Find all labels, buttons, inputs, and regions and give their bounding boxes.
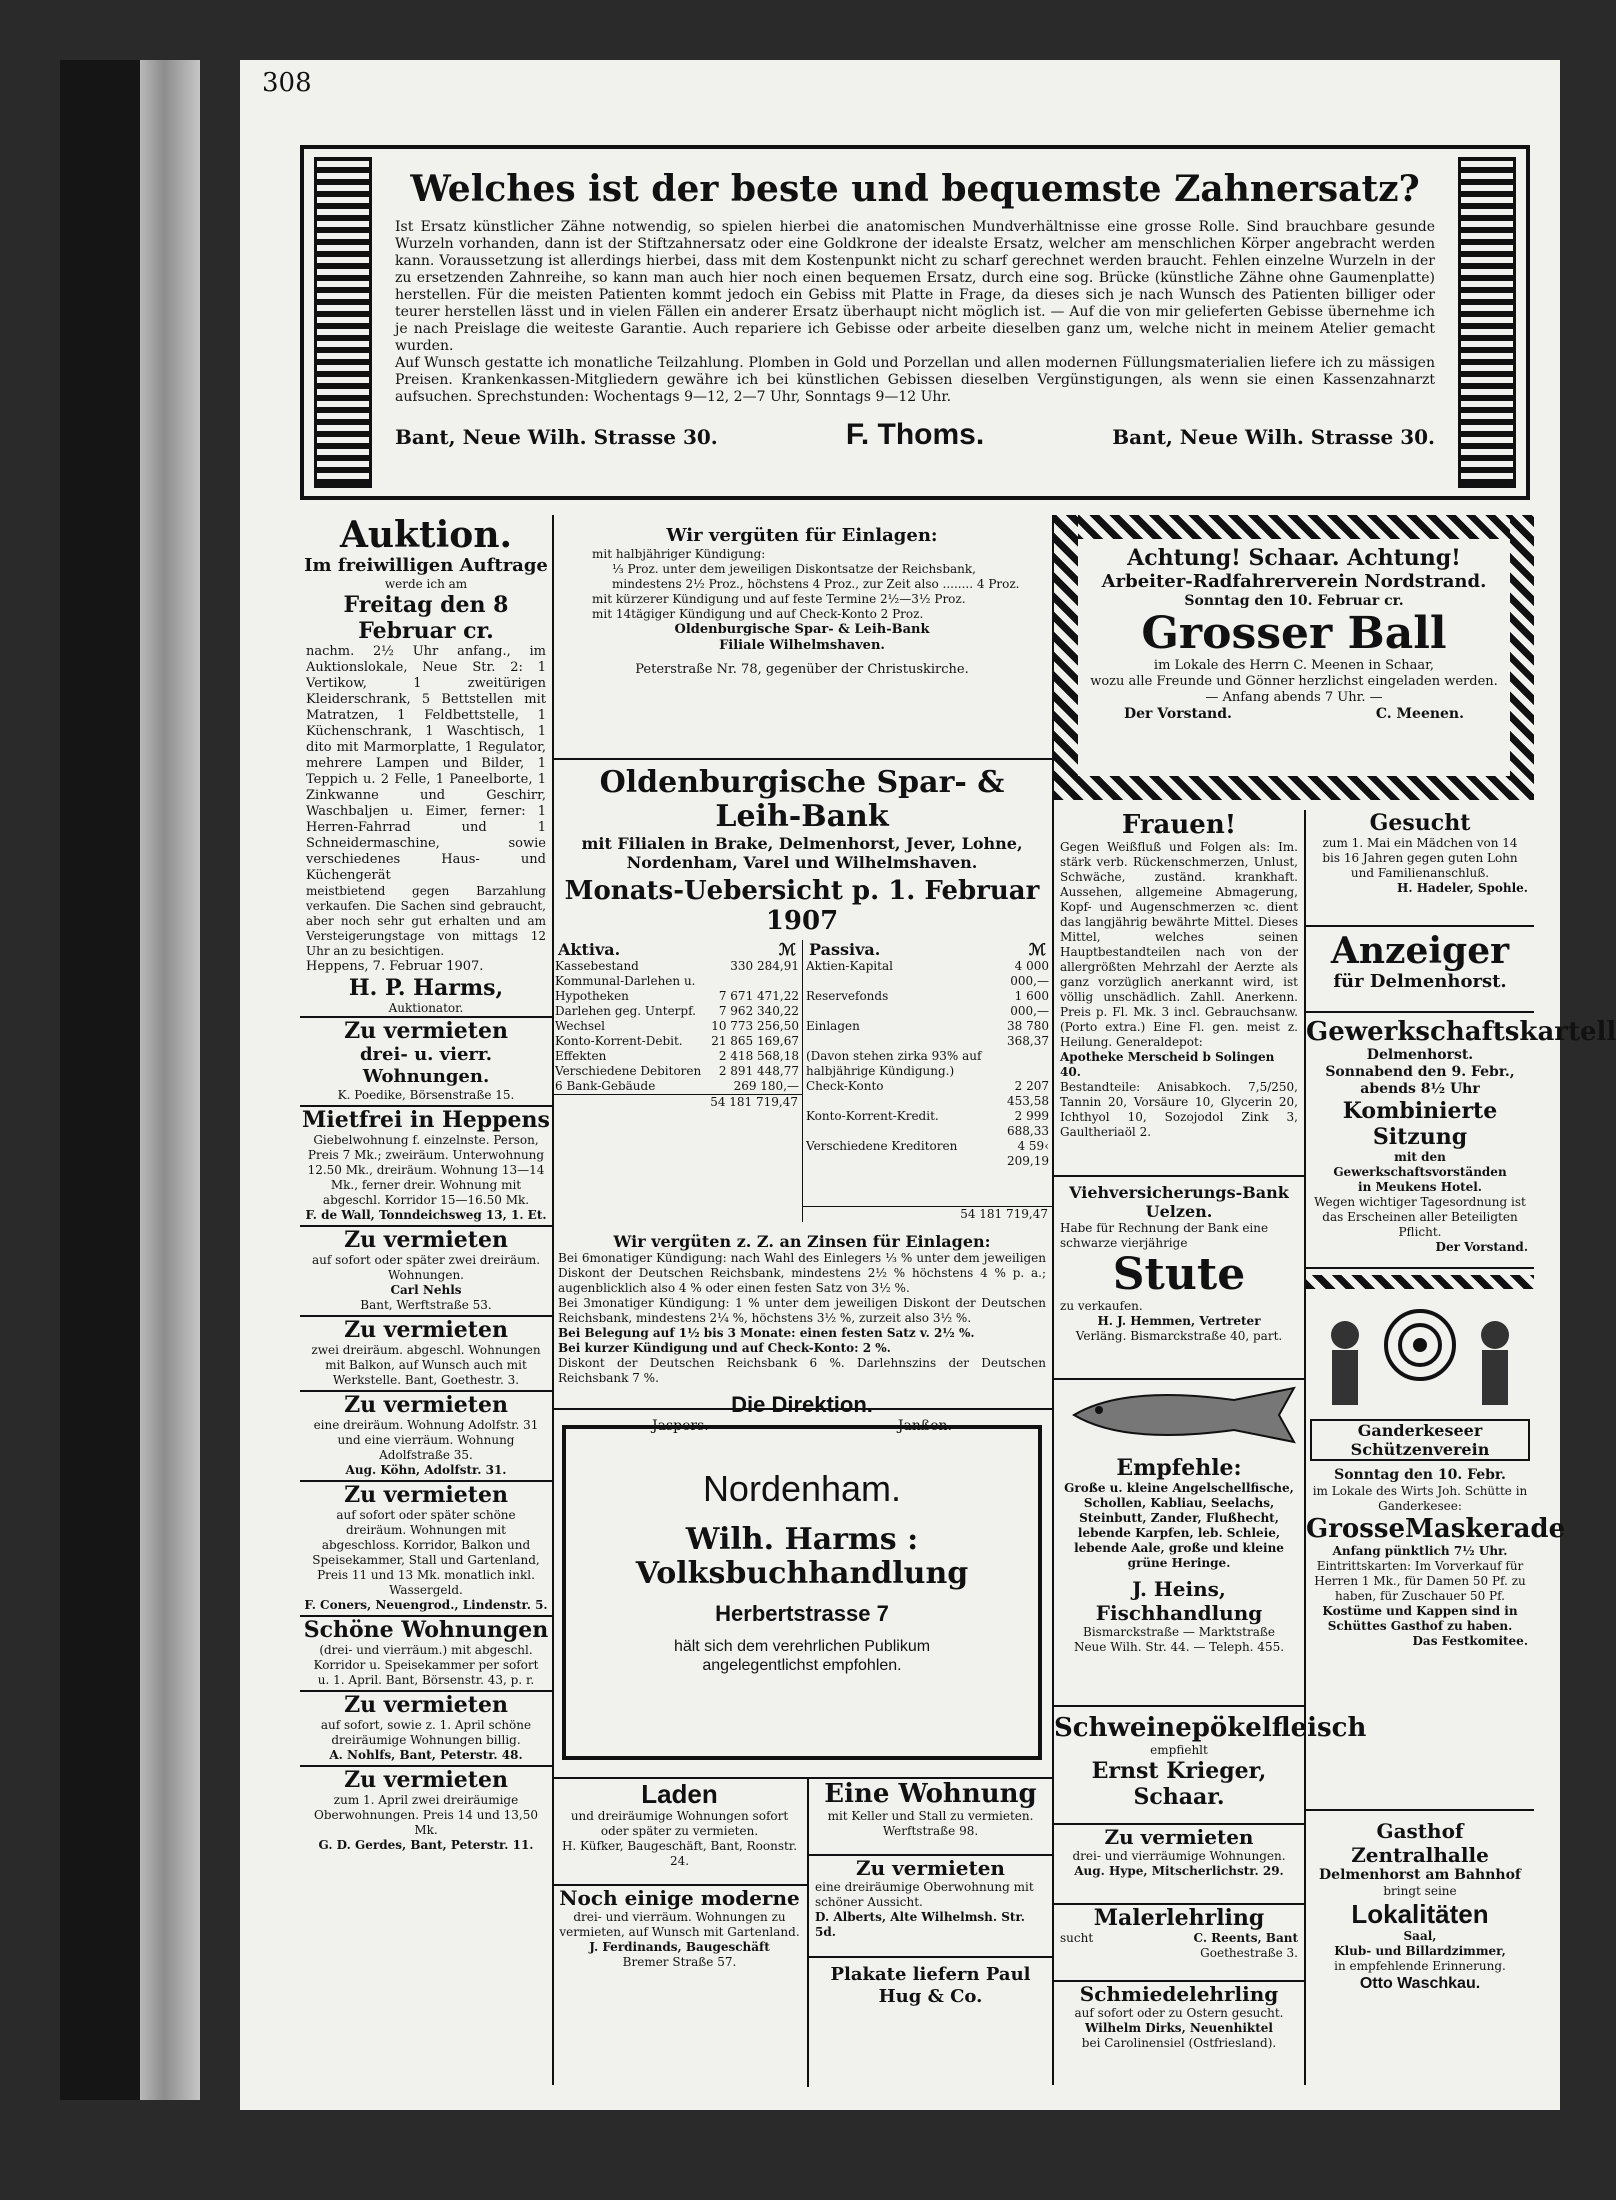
auktion-place-date: Heppens, 7. Februar 1907. <box>306 959 484 974</box>
pokel-name: Ernst Krieger, Schaar. <box>1091 1758 1267 1810</box>
aktiva-total: 54 181 719,47 <box>552 1094 802 1110</box>
auktion-title: Auktion. <box>339 514 513 556</box>
auktion-line1: Im freiwilligen Auftrage <box>304 555 548 576</box>
vermieten-r-text: drei- und vierräumige Wohnungen. <box>1072 1849 1286 1863</box>
auktion-body2: meistbietend gegen Barzahlung verkaufen. Die Sachen sind gebraucht, aber noch sehr gut erhalten und am Versteigerungstage von mittags 12 Uhr an zu besichtigen. <box>306 884 546 958</box>
zahnersatz-body: Ist Ersatz künstlicher Zähne notwendig, so spielen hierbei die anatomischen Mundverhältnisse eine grosse Rolle. Sind brauchbare gesunde Wurzeln vorhanden, dann ist der Stiftzahnersatz oder eine Goldkrone der idealste Ersatz, welcher am menschlichen Körper angebracht werden kann. Voraussetzung ist allerdings hierbei, dass mit dem Kostenpunkt nicht zu scharf gerechnet werden braucht. Fehlen einzelne Wurzeln in der zu ersetzenden Zahnreihe, so kann man auch hier noch einen bequemen Ersatz, durch eine sog. Brücke (künstliche Zähne ohne Gaumenplatte) herstellen. Für die meisten Patienten kommt jedoch ein Gebiss mit Platte in Frage, da dieses sich je nach Wunsch des Patienten billiger oder teurer herstellen lässt und in vielen Fällen ein anderer Ersatz überhaupt nicht möglich ist. — Auf die von mir gelieferten Gebisse übernehme ich je nach Preislage die weiteste Garantie. Auch repariere ich Gebisse oder arbeite dieselben ganz um, welche nicht in meinem Atelier gemacht wurden. <box>395 219 1435 354</box>
leihbank-sub: mit Filialen in Brake, Delmenhorst, Jever, Lohne, Nordenham, Varel und Wilhelmshaven. <box>581 834 1023 872</box>
laden-text: und dreiräumige Wohnungen sofort oder später zu vermieten. <box>570 1809 789 1838</box>
ornament-right <box>1458 157 1516 488</box>
gasthof-sub: Delmenhorst am Bahnhof <box>1319 1867 1521 1883</box>
aktiva-value: 2 891 448,77 <box>718 1064 799 1078</box>
left-ad-title: Zu vermieten <box>344 1392 508 1418</box>
left-ad-sign: G. D. Gerdes, Bant, Peterstr. 11. <box>318 1838 534 1852</box>
left-ad <box>300 1615 552 1690</box>
schmied-sign: Wilhelm Dirks, Neuenhiktel <box>1085 2021 1273 2035</box>
nordenham-shop: Wilh. Harms : Volksbuchhandlung <box>635 1522 969 1591</box>
left-ad-text: eine dreiräum. Wohnung Adolfstr. 31 und eine vierräum. Wohnung Adolfstraße 35. <box>313 1418 539 1462</box>
ball-club: Arbeiter-Radfahrerverein Nordstrand. <box>1101 571 1487 592</box>
auktion-ad <box>300 515 552 1016</box>
vieh-title: Viehversicherungs-Bank Uelzen. <box>1069 1183 1289 1221</box>
vieh-text: Habe für Rechnung der Bank eine schwarze vierjährige <box>1060 1221 1269 1250</box>
schuetzen-date: Sonntag den 10. Febr. <box>1334 1467 1506 1483</box>
aktiva-table <box>552 959 802 1094</box>
passiva-value: 4 59‹ 209,19 <box>1007 1139 1049 1168</box>
gewerk-sign: Der Vorstand. <box>1435 1240 1528 1254</box>
zahnersatz-body2: Auf Wunsch gestatte ich monatliche Teilzahlung. Plomben in Gold und Porzellan und allen modernen Füllungsmaterialien liefere ich zu mässigen Preisen. Krankenkassen-Mitgliedern gewähre ich bei künstlichen Gebissen dieselben Vergünstigungen, als wenn sie einen Kassenzahnarzt aufsuchen. Sprechstunden: Wochentags 9—12, 2—7 Uhr, Sonntags 9—12 Uhr. <box>395 355 1435 405</box>
fish-icon <box>1064 1380 1314 1450</box>
left-ad-text: Giebelwohnung f. einzelnste. Person, Preis 7 Mk.; zweiräum. Unterwohnung 12.50 Mk., dreiräum. Wohnung 13—14 Mk., ferner dreir. Wohnung mit abgeschl. Korridor 15—16.50 Mk. <box>307 1133 545 1207</box>
zinsen-3: Bei Belegung auf 1½ bis 3 Monate: einen festen Satz v. 2½ %. <box>558 1326 975 1340</box>
fisch-addr2: Neue Wilh. Str. 44. — Teleph. 455. <box>1073 1640 1285 1654</box>
fisch-shop: J. Heins, Fischhandlung <box>1095 1577 1263 1625</box>
maler-ad <box>1054 1905 1304 1982</box>
vieh-ad <box>1054 1183 1304 1380</box>
maler-text: sucht <box>1060 1931 1094 1945</box>
passiva-value: 1 600 000,— <box>1010 989 1049 1018</box>
plakate-ad: Plakate liefern Paul Hug & Co. <box>830 1964 1031 2007</box>
right-column <box>1054 515 1616 2085</box>
moderne-ad <box>552 1886 807 1970</box>
page-edges <box>140 60 200 2100</box>
left-ad-text: (drei- und vierräum.) mit abgeschl. Korridor u. Speisekammer per sofort u. 1. April. Bant, Börsenstr. 43, p. r. <box>313 1643 539 1687</box>
schuetzen-maskerade: GrosseMaskerade <box>1306 1514 1566 1544</box>
gesucht-ad <box>1306 810 1534 927</box>
auktion-date: Freitag den 8 Februar cr. <box>343 592 509 644</box>
schuetzen-l3: Eintrittskarten: Im Vorverkauf für Herren 1 Mk., für Damen 50 Pf. zu haben, für Zuschauer 50 Pf. <box>1314 1559 1526 1603</box>
passiva-value: 38 780 368,37 <box>1007 1019 1049 1048</box>
zahnersatz-headline: Welches ist der beste und bequemste Zahnersatz? <box>410 168 1420 210</box>
direktion: Die Direktion. <box>731 1392 873 1417</box>
aktiva-row <box>552 1034 802 1049</box>
zinsen-2: Bei 3monatiger Kündigung: 1 % unter dem jeweiligen Diskont der Deutschen Reichsbank, mindestens 2¼ %, höchstens 3½ %, zurzeit also 3½ %. <box>558 1296 1046 1325</box>
maler-title: Malerlehrling <box>1093 1905 1265 1931</box>
anzeiger-title: Anzeiger <box>1330 930 1510 972</box>
moderne-title: Noch einige moderne <box>559 1886 800 1910</box>
zinsen-5: Diskont der Deutschen Reichsbank 6 %. Darlehnszins der Deutschen Reichsbank 7 %. <box>558 1356 1046 1385</box>
ball-title: Grosser Ball <box>1141 608 1447 659</box>
maler-sign2: Goethestraße 3. <box>1200 1946 1298 1960</box>
passiva-label: Einlagen <box>806 1019 860 1033</box>
gewerk-ad <box>1306 1017 1616 1269</box>
aktiva-row <box>552 989 802 1004</box>
auktion-name: H. P. Harms, <box>348 975 504 1001</box>
gasthof-l2: Klub- und Billardzimmer, <box>1334 1944 1506 1958</box>
passiva-total: 54 181 719,47 <box>803 1206 1052 1222</box>
wohnung-title: Eine Wohnung <box>824 1779 1037 1809</box>
gasthof-title: Gasthof Zentralhalle <box>1351 1819 1489 1867</box>
zahnersatz-address-right: Bant, Neue Wilh. Strasse 30. <box>1112 425 1435 449</box>
passiva-row <box>803 989 1052 1019</box>
sig-janssen: Janßen. <box>897 1418 952 1434</box>
gewerk-city: Delmenhorst. <box>1366 1047 1474 1063</box>
nordenham-l2: angelegentlichst empfohlen. <box>702 1657 902 1674</box>
ball-l2: wozu alle Freunde und Gönner herzlichst eingeladen werden. <box>1090 674 1498 689</box>
left-ad <box>300 1315 552 1390</box>
ball-date: Sonntag den 10. Februar cr. <box>1184 593 1404 609</box>
gewerk-date: Sonnabend den 9. Febr., abends 8½ Uhr <box>1325 1064 1515 1097</box>
schuetzen-ad <box>1306 1269 1566 1811</box>
gasthof-t3: bringt seine <box>1383 1884 1457 1898</box>
einlagen-l4: mit 14tägiger Kündigung und auf Check-Konto 2 Proz. <box>592 607 924 621</box>
left-ad-text: auf sofort oder später zwei dreiräum. Wohnungen. <box>311 1253 541 1282</box>
passiva-label: Reservefonds <box>806 989 889 1003</box>
left-ad <box>300 1690 552 1765</box>
leihbank-monthly: Monats-Uebersicht p. 1. Februar 1907 <box>564 876 1040 936</box>
left-ad <box>300 1105 552 1225</box>
aktiva-value: 7 671 471,22 <box>718 989 799 1003</box>
einlagen-l1: mit halbjähriger Kündigung: <box>592 547 766 561</box>
aktiva-label: Wechsel <box>555 1019 606 1033</box>
anzeiger-sub: für Delmenhorst. <box>1333 971 1507 992</box>
frauen-depot: Apotheke Merscheid b Solingen 40. <box>1060 1050 1275 1079</box>
vieh-sell: zu verkaufen. <box>1060 1299 1143 1313</box>
gesucht-text: zum 1. Mai ein Mädchen von 14 bis 16 Jahren gegen guten Lohn und Familienanschluß. <box>1322 836 1518 880</box>
left-ad-sign: A. Nohlfs, Bant, Peterstr. 48. <box>329 1748 523 1762</box>
aktiva-label: 6 Bank-Gebäude <box>555 1079 656 1093</box>
einlagen-l3: mit kürzerer Kündigung und auf feste Termine 2½—3½ Proz. <box>592 592 966 606</box>
left-ad-sign: Carl Nehls <box>390 1283 462 1297</box>
aktiva-row <box>552 1079 802 1094</box>
einlagen-title: Wir vergüten für Einlagen: <box>666 525 938 546</box>
zinsen-1: Bei 6monatiger Kündigung: nach Wahl des Einlegers ⅓ % unter dem jeweiligen Diskont der Deutschen Reichsbank, mindestens 2½ % höchstens 4 % p. a.; augenblicklich also 4 % oder einen festen Satz von 3½ %. <box>558 1251 1046 1295</box>
aktiva-row <box>552 1004 802 1019</box>
oberwohnung-text: eine dreiräumige Oberwohnung mit schöner Aussicht. <box>815 1880 1034 1909</box>
passiva-label: (Davon stehen zirka 93% auf halbjährige Kündigung.) <box>806 1049 982 1078</box>
nordenham-ad <box>562 1425 1042 1760</box>
passiva-value: 2 207 453,58 <box>1007 1079 1049 1108</box>
passiva-row <box>803 959 1052 989</box>
left-ad-title: Zu vermieten <box>344 1018 508 1044</box>
zahnersatz-address-left: Bant, Neue Wilh. Strasse 30. <box>395 425 718 449</box>
gewerk-sitzung: Kombinierte Sitzung <box>1342 1098 1498 1150</box>
aktiva-value: 21 865 169,67 <box>711 1034 799 1048</box>
left-ad <box>300 1765 552 1855</box>
leihbank-title: Oldenburgische Spar- & Leih-Bank <box>599 765 1005 834</box>
passiva-value: 4 000 000,— <box>1010 959 1049 988</box>
aktiva-row <box>552 1064 802 1079</box>
schuetzen-l4: Kostüme und Kappen sind in Schüttes Gasthof zu haben. <box>1322 1604 1518 1633</box>
left-ad-text: K. Poedike, Börsenstraße 15. <box>337 1088 515 1102</box>
aktiva-value: 10 773 256,50 <box>711 1019 799 1033</box>
gasthof-lokalitaeten: Lokalitäten <box>1351 1899 1489 1929</box>
leihbank-ad <box>552 760 1052 1434</box>
schuetzen-figures-icon <box>1310 1295 1530 1415</box>
aktiva-value <box>707 974 802 989</box>
vieh-sign2: Verläng. Bismarckstraße 40, part. <box>1075 1329 1283 1343</box>
nordenham-street: Herbertstrasse 7 <box>715 1601 889 1626</box>
vermieten-r-sign: Aug. Hype, Mitscherlichstr. 29. <box>1074 1864 1284 1878</box>
ball-l1: im Lokale des Herrn C. Meenen in Schaar, <box>1153 658 1435 673</box>
newspaper-page <box>240 60 1616 2110</box>
oberwohnung-title: Zu vermieten <box>856 1856 1005 1880</box>
pokel-title: Schweinepökelfleisch <box>1054 1713 1367 1743</box>
left-ad-text: zum 1. April zwei dreiräumige Oberwohnungen. Preis 14 und 13,50 Mk. <box>313 1793 539 1837</box>
schuetzen-title: Ganderkeseer Schützenverein <box>1310 1419 1530 1461</box>
gewerk-l3: Wegen wichtiger Tagesordnung ist das Erscheinen aller Beteiligten Pflicht. <box>1314 1195 1526 1239</box>
einlagen-l2: ⅓ Proz. unter dem jeweiligen Diskontsatze der Reichsbank, mindestens 2½ Proz., höchstens 4 Proz., zur Zeit also ........ 4 Proz. <box>612 562 1020 591</box>
frauen-title: Frauen! <box>1121 810 1237 840</box>
frauen-text: Gegen Weißfluß und Folgen als: Im. stärk verb. Rückenschmerzen, Unlust, Schwäche, zuständ. krankhaft. Aussehen, allgemeine Abmagerung, Kopf- und Augenschmerzen ꝛc. dient das langjährig bewährte Mittel. Dieses Mittel, welches seinen Hauptbestandteilen nach von der allergrößten Mehrzahl der Aerzte als ganz vorzüglich anerkannt wird, ist völlig unschädlich. Zahll. Anerkenn. Preis p. Fl. Mk. 3 incl. Gebrauchsanw. (Porto extra.) Eine Fl. gen. meist z. Heilung. Generaldepot: <box>1060 840 1298 1049</box>
passiva-label: Konto-Korrent-Kredit. <box>806 1109 939 1123</box>
aktiva-heading: Aktiva. <box>558 940 621 959</box>
fisch-ad <box>1054 1380 1304 1707</box>
aktiva-label: Konto-Korrent-Debit. <box>555 1034 683 1048</box>
schmied-title: Schmiedelehrling <box>1079 1982 1279 2006</box>
pokel-sub: empfiehlt <box>1150 1743 1208 1757</box>
wohnung-text: mit Keller und Stall zu vermieten. Werftstraße 98. <box>827 1809 1034 1838</box>
schmied-ad <box>1054 1982 1304 2051</box>
oberwohnung-ad <box>809 1856 1052 1958</box>
laden-sign: H. Küfker, Baugeschäft, Bant, Roonstr. 24. <box>561 1839 798 1868</box>
aktiva-label: Kassebestand <box>555 959 639 973</box>
passiva-heading: Passiva. <box>809 940 881 959</box>
fisch-title: Empfehle: <box>1116 1455 1242 1481</box>
left-ad-title: Zu vermieten <box>344 1692 508 1718</box>
middle-column <box>552 515 1054 2085</box>
book-binding <box>60 60 140 2100</box>
left-ad-sign: F. Coners, Neuengrod., Lindenstr. 5. <box>304 1598 548 1612</box>
wohnung-ad <box>809 1779 1052 1856</box>
gasthof-l1: Saal, <box>1403 1929 1437 1943</box>
passiva-row <box>803 1109 1052 1139</box>
fisch-addr: Bismarckstraße — Marktstraße <box>1083 1625 1275 1639</box>
gasthof-ad <box>1306 1819 1534 1993</box>
zinsen-title: Wir vergüten z. Z. an Zinsen für Einlagen: <box>613 1232 991 1251</box>
zahnersatz-name: F. Thoms. <box>845 418 985 451</box>
aktiva-label: Verschiedene Debitoren <box>555 1064 702 1078</box>
left-ad-text: zwei dreiräum. abgeschl. Wohnungen mit Balkon, auf Wunsch auch mit Werkstelle. Bant, Goethestr. 3. <box>311 1343 541 1387</box>
moderne-sign: J. Ferdinands, Baugeschäft <box>589 1940 770 1954</box>
zahnersatz-ad <box>300 145 1530 500</box>
einlagen-ad <box>552 515 1052 760</box>
anzeiger-ad <box>1306 931 1534 1013</box>
passiva-label: Check-Konto <box>806 1079 884 1093</box>
left-ad-sub: drei- u. vierr. Wohnungen. <box>359 1044 493 1087</box>
ball-ad <box>1054 515 1534 800</box>
page-number: 308 <box>262 68 312 98</box>
gewerk-title: Gewerkschaftskartell <box>1306 1017 1616 1047</box>
gesucht-sign: H. Hadeler, Spohle. <box>1397 881 1528 895</box>
aktiva-label: Hypotheken <box>555 989 629 1003</box>
aktiva-row <box>552 959 802 974</box>
pokel-ad <box>1054 1713 1367 1825</box>
gasthof-sign: Otto Waschkau. <box>1359 1975 1481 1992</box>
einlagen-addr: Peterstraße Nr. 78, gegenüber der Christuskirche. <box>635 662 969 677</box>
passiva-label: Aktien-Kapital <box>806 959 893 973</box>
left-ad <box>300 1480 552 1615</box>
passiva-row <box>803 1049 1052 1079</box>
left-ad <box>300 1390 552 1480</box>
schmied-text: auf sofort oder zu Ostern gesucht. <box>1074 2006 1284 2020</box>
aktiva-row <box>552 1019 802 1034</box>
frauen-text2: Bestandteile: Anisabkoch. 7,5/250, Tannin 20, Vorsäure 10, Glycerin 20, Ichthyol 10, Sozojodol Zink 3, Gaultheriaöl 2. <box>1060 1080 1298 1139</box>
ball-heading: Achtung! Schaar. Achtung! <box>1127 545 1461 571</box>
zinsen-4: Bei kurzer Kündigung und auf Check-Konto: 2 %. <box>558 1341 891 1355</box>
left-ad-sign2: Bant, Werftstraße 53. <box>360 1298 492 1312</box>
nordenham-city: Nordenham. <box>702 1468 902 1509</box>
aktiva-value: 7 962 340,22 <box>718 1004 799 1018</box>
vermieten-r-ad <box>1054 1825 1304 1905</box>
einlagen-bank: Oldenburgische Spar- & Leih-Bank <box>674 622 930 637</box>
laden-title: Laden <box>641 1779 718 1809</box>
maler-sign: C. Reents, Bant <box>1193 1931 1298 1945</box>
aktiva-label: Effekten <box>555 1049 607 1063</box>
auktion-role: Auktionator. <box>388 1001 464 1015</box>
ball-sig2: C. Meenen. <box>1375 706 1464 722</box>
passiva-label: Verschiedene Kreditoren <box>806 1139 958 1153</box>
aktiva-row <box>552 1049 802 1064</box>
left-ad-sign: F. de Wall, Tonndeichsweg 13, 1. Et. <box>305 1208 547 1222</box>
left-ad <box>300 1016 552 1105</box>
schmied-sign2: bei Carolinensiel (Ostfriesland). <box>1081 2036 1277 2050</box>
left-ad <box>300 1225 552 1315</box>
passiva-row <box>803 1019 1052 1049</box>
left-ad-text: auf sofort, sowie z. 1. April schöne dreiräumige Wohnungen billig. <box>320 1718 532 1747</box>
vieh-sign: H. J. Hemmen, Vertreter <box>1097 1314 1261 1328</box>
left-ad-text: auf sofort oder später schöne dreiräum. Wohnungen mit abgeschloss. Korridor, Balkon und Speisekammer, Stall und Gartenland, Preis 11 und 13 Mk. monatlich inkl. Wassergeld. <box>312 1508 540 1597</box>
auktion-body: nachm. 2½ Uhr anfang., im Auktionslokale, Neue Str. 2: 1 Vertikow, 1 zweitürigen Kleiderschrank, 5 Bettstellen mit Matratzen, 1 Feldbettstelle, 1 Küchenschrank, 1 Waschtisch, 1 dito mit Marmorplatte, 1 Regulator, mehrere Lampen und Bilder, 1 Teppich u. 2 Felle, 1 Paneelborte, 1 Zinkwanne und Geschirr, Waschbaljen u. Eimer, ferner: 1 Herren-Fahrrad und 1 Schneidermaschine, sowie verschiedenes Haus- und Küchengerät <box>306 644 546 883</box>
left-ad-title: Zu vermieten <box>344 1482 508 1508</box>
aktiva-row <box>552 974 802 989</box>
gewerk-l1: mit den Gewerkschaftsvorständen <box>1333 1150 1507 1179</box>
left-ad-title: Zu vermieten <box>344 1767 508 1793</box>
aktiva-unit: ℳ <box>778 940 796 959</box>
aktiva-value: 2 418 568,18 <box>718 1049 799 1063</box>
passiva-value <box>986 1049 1052 1079</box>
schuetzen-l1: im Lokale des Wirts Joh. Schütte in Ganderkesee: <box>1312 1484 1528 1513</box>
schuetzen-l2: Anfang pünktlich 7½ Uhr. <box>1332 1544 1508 1558</box>
passiva-row <box>803 1139 1052 1169</box>
fisch-text: Große u. kleine Angelschellfische, Schollen, Kabliau, Seelachs, Steinbutt, Zander, Flußhecht, lebende Karpfen, leb. Schleie, lebende Aale, große und kleine grüne Heringe. <box>1064 1481 1294 1570</box>
ball-l3: — Anfang abends 7 Uhr. — <box>1205 690 1383 705</box>
ornament-left <box>314 157 372 488</box>
aktiva-label: Darlehen geg. Unterpf. <box>555 1004 696 1018</box>
frauen-ad <box>1054 810 1304 1177</box>
left-ad-sign: Aug. Köhn, Adolfstr. 31. <box>345 1463 507 1477</box>
passiva-row <box>803 1079 1052 1109</box>
left-ad-title: Zu vermieten <box>344 1317 508 1343</box>
moderne-text: drei- und vierräum. Wohnungen zu vermieten, auf Wunsch mit Gartenland. <box>559 1910 800 1939</box>
gasthof-l3: in empfehlende Erinnerung. <box>1334 1959 1506 1973</box>
passiva-unit: ℳ <box>1028 940 1046 959</box>
left-column <box>300 515 554 2085</box>
passiva-value: 2 999 688,33 <box>1007 1109 1049 1138</box>
vermieten-r-title: Zu vermieten <box>1104 1825 1254 1849</box>
auktion-line2: werde ich am <box>384 577 468 591</box>
left-ad-title: Mietfrei in Heppens <box>302 1107 550 1133</box>
aktiva-value: 330 284,91 <box>730 959 799 973</box>
vieh-stute: Stute <box>1112 1249 1246 1300</box>
left-ad-title: Zu vermieten <box>344 1227 508 1253</box>
gewerk-l2: in Meukens Hotel. <box>1358 1180 1482 1194</box>
moderne-sign2: Bremer Straße 57. <box>622 1955 737 1969</box>
einlagen-branch: Filiale Wilhelmshaven. <box>719 638 885 653</box>
sig-jaspers: Jaspers. <box>652 1418 709 1434</box>
left-ad-title: Schöne Wohnungen <box>303 1617 549 1643</box>
schuetzen-sign: Das Festkomitee. <box>1412 1634 1528 1648</box>
aktiva-value: 269 180,— <box>733 1079 799 1093</box>
aktiva-label: Kommunal-Darlehen u. <box>555 974 696 988</box>
passiva-table <box>803 959 1052 1169</box>
gesucht-title: Gesucht <box>1369 810 1471 836</box>
laden-ad <box>552 1779 807 1886</box>
ball-sig1: Der Vorstand. <box>1124 706 1232 722</box>
oberwohnung-sign: D. Alberts, Alte Wilhelmsh. Str. 5d. <box>815 1910 1025 1939</box>
nordenham-l1: hält sich dem verehrlichen Publikum <box>673 1638 931 1655</box>
